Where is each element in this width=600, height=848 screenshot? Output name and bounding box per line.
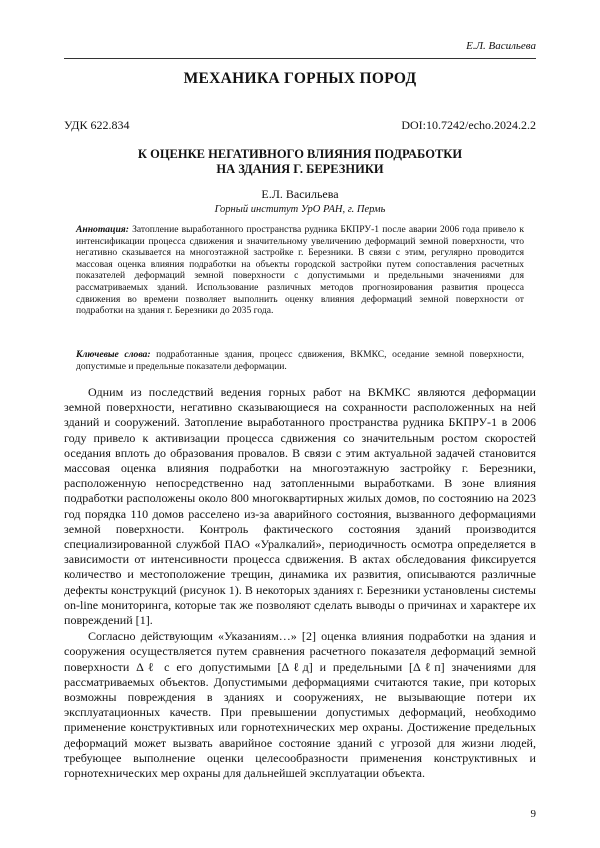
abstract-label: Аннотация: bbox=[76, 224, 129, 235]
udk-code: УДК 622.834 bbox=[64, 118, 130, 132]
page-number: 9 bbox=[530, 808, 536, 820]
doi: DOI:10.7242/echo.2024.2.2 bbox=[401, 118, 536, 132]
header-divider bbox=[64, 58, 536, 59]
body-text bbox=[64, 385, 536, 781]
keywords-label: Ключевые слова: bbox=[76, 349, 151, 360]
author-name: Е.Л. Васильева bbox=[261, 187, 339, 201]
body-paragraph-1: Одним из последствий ведения горных работ на ВКМКС являются деформации земной поверхности, негативно сказывающиеся на сохранности расположенных на ней зданий и сооружений. Затопление выработанного пространства рудника БКПРУ-1 в 2006 году привело к активизации процесса сдвижения со значительным ростом скоростей оседания вплоть до образования провалов. В связи с этим актуальной задачей становится массовая оценка влияния подработки на многоэтажную застройку г. Березники, расположенную непосредственно над затопленными выработками. В зоне влияния подработки расположены около 800 многоквартирных жилых домов, по состоянию на 2023 год порядка 110 домов расселено из-за аварийного состояния, вызванного деформациями земной поверхности. Контроль фактического состояния зданий производится специализированной службой ПАО «Уралкалий», периодичность осмотра определяется в зависимости от интенсивности процесса сдвижения. В актах обследования фиксируется количество и местоположение трещин, динамика их развития, описываются различные дефекты конструкций (рисунок 1). В некоторых зданиях г. Березники установлены системы on-line мониторинга, которые так же позволяют сделать выводы о причинах и характере их повреждений [1]. bbox=[64, 385, 536, 628]
section-title: МЕХАНИКА ГОРНЫХ ПОРОД bbox=[183, 70, 417, 87]
abstract bbox=[76, 224, 524, 317]
author-affiliation: Горный институт УрО РАН, г. Пермь bbox=[214, 204, 386, 215]
keywords bbox=[76, 349, 524, 372]
paper-title-line-1: К ОЦЕНКЕ НЕГАТИВНОГО ВЛИЯНИЯ ПОДРАБОТКИ bbox=[137, 147, 463, 161]
paper-title-line-2: НА ЗДАНИЯ Г. БЕРЕЗНИКИ bbox=[216, 162, 384, 176]
keywords-text: подработанные здания, процесс сдвижения, ВКМКС, оседание земной поверхности, допустимые и предельные показатели деформации. bbox=[76, 349, 524, 372]
running-header-author: Е.Л. Васильева bbox=[466, 40, 536, 52]
paper-title bbox=[64, 147, 536, 177]
body-paragraph-2: Согласно действующим «Указаниям…» [2] оценка влияния подработки на здания и сооружения осуществляется путем сравнения расчетного показателя деформаций земной поверхности Δℓ с его допустимыми [Δℓд] и предельными [Δℓп] значениями для рассматриваемых объектов. Допустимыми деформациями считаются такие, при которых возможны повреждения в зданиях и сооружениях, не вызывающие потери их эксплуатационных качеств. При превышении допустимых деформаций, необходимо применение конструктивных или горнотехнических мер охраны. Достижение предельных деформаций может вызвать аварийное состояние зданий с угрозой для жизни людей, требующее выполнение оценки целесообразности применения конструктивных и горнотехнических мер охраны для дальнейшей эксплуатации объекта. bbox=[64, 629, 536, 781]
abstract-text: Затопление выработанного пространства рудника БКПРУ-1 после аварии 2006 года привело к интенсификации процесса сдвижения и значительному увеличению деформаций земной поверхности, что негативно сказывается на многоэтажной застройке г. Березники. В связи с этим, регулярно проводится массовая оценка влияния подработки на объекты городской застройки путем сопоставления расчетных показателей деформаций земной поверхности с допустимыми и предельными значениями для рассматриваемых зданий. Использование различных методов прогнозирования развития процесса сдвижения во времени позволяет выполнить оценку влияния деформаций земной поверхности от подработки на здания г. Березники до 2035 года. bbox=[76, 224, 524, 317]
